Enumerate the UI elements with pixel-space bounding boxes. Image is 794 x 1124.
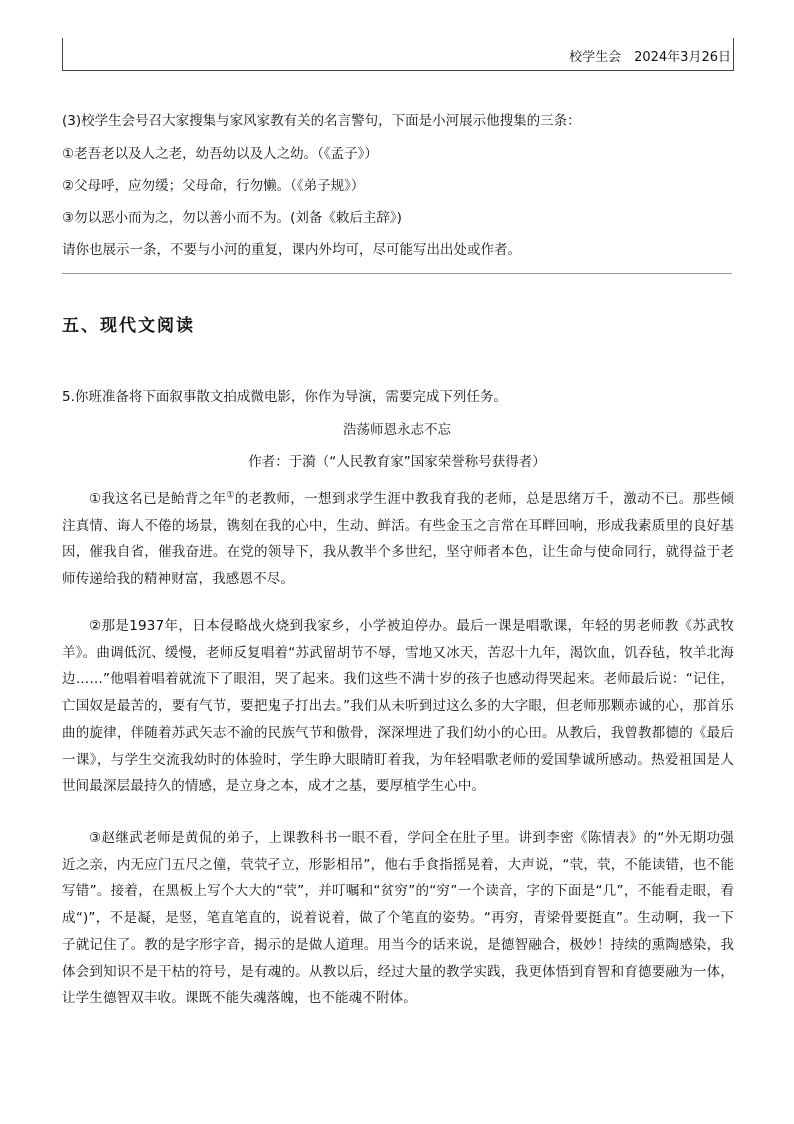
question-3-intro: (3)校学生会号召大家搜集与家风家教有关的名言警句，下面是小河展示他搜集的三条： bbox=[62, 113, 581, 129]
article-author: 作者：于漪（“人民教育家”国家荣誉称号获得者） bbox=[248, 454, 546, 470]
question-5-intro: 5.你班准备将下面叙事散文拍成微电影，你作为导演，需要完成下列任务。 bbox=[62, 389, 507, 405]
quote-item-3: ③勿以恶小而为之，勿以善小而不为。(刘备《敕后主辞》) bbox=[62, 210, 402, 226]
section-title: 五、现代文阅读 bbox=[62, 316, 195, 336]
article-title: 浩荡师恩永志不忘 bbox=[343, 422, 451, 438]
footnote-marker: ① bbox=[226, 490, 235, 501]
article-paragraph-3: ③赵继武老师是黄侃的弟子，上课教科书一眼不看，学问全在肚子里。讲到李密《陈情表》的“外无期功强近之亲，内无应门五尺之僮，茕茕孑立，形影相吊”，他右手食指摇晃着，大声说，“茕，茕，不能读错，也不能写错”。接着，在黑板上写个大大的“茕”，并叮嘱和“贫穷”的“穷”一个读音，字的下面是“几”，不能看走眼，看成“)”，不是凝，是竖，笔直笔直的，说着说着，做了个笔直的姿势。“再穷，青梁骨要挺直”。生动啊，我一下子就记住了。教的是字形字音，揭示的是做人道理。用当今的话来说，是德智融合，极妙！持续的熏陶感染，我体会到知识不是干枯的符号，是有魂的。从教以后，经过大量的教学实践，我更体悟到育智和育德要融为一体，让学生德智双丰收。课既不能失魂落魄，也不能魂不附体。 bbox=[62, 830, 734, 1007]
paragraph-1-rest: 的老教师，一想到求学生涯中教我育我的老师，总是思绪万千，激动不已。那些倾注真情、诲人不倦的场景，镌刻在我的心中，生动、鲜活。有些金玉之言常在耳畔回响，形成我素质里的良好基因，催我自省，催我奋进。在党的领导下，我从教半个多世纪，坚守师者本色，让生命与使命同行，就得益于老师传递给我的精神财富，我感恩不尽。 bbox=[62, 491, 735, 588]
quote-item-2: ②父母呼，应勿缓；父母命，行勿懒。（《弟子规》） bbox=[62, 178, 365, 194]
header-date-text: 校学生会 2024年3月26日 bbox=[569, 50, 731, 65]
article-paragraph-2: ②那是1937年，日本侵略战火烧到我家乡，小学被迫停办。最后一课是唱歌课，年轻的男老师教《苏武牧羊》。曲调低沉、缓慢，老师反复唱着“苏武留胡节不辱，雪地又冰天，苦忍十九年，渴饮血，饥吞毡，牧羊北海边……”他唱着唱着就流下了眼泪，哭了起来。我们这些不满十岁的孩子也感动得哭起来。老师最后说：“记住，亡国奴是最苦的，要有气节，要把鬼子打出去。”我们从未听到过这么多的大字眼，但老师那颗赤诚的心，那首乐曲的旋律，伴随着苏武矢志不渝的民族气节和傲骨，深深埋进了我们幼小的心田。从教后，我曾教都德的《最后一课》，与学生交流我幼时的体验时，学生睁大眼睛盯着我，为年轻唱歌老师的爱国挚诚所感动。热爱祖国是人世间最深层最持久的情感，是立身之本，成才之基，要厚植学生心中。 bbox=[62, 618, 734, 795]
page-header-frame bbox=[62, 38, 734, 71]
divider bbox=[62, 273, 732, 274]
quote-item-1: ①老吾老以及人之老，幼吾幼以及人之幼。（《孟子》） bbox=[62, 146, 378, 162]
paragraph-1-start: ①我这名已是鲐背之年 bbox=[89, 491, 227, 507]
article-paragraph-1 bbox=[62, 486, 734, 593]
question-3-prompt: 请你也展示一条，不要与小河的重复，课内外均可，尽可能写出出处或作者。 bbox=[62, 242, 521, 258]
